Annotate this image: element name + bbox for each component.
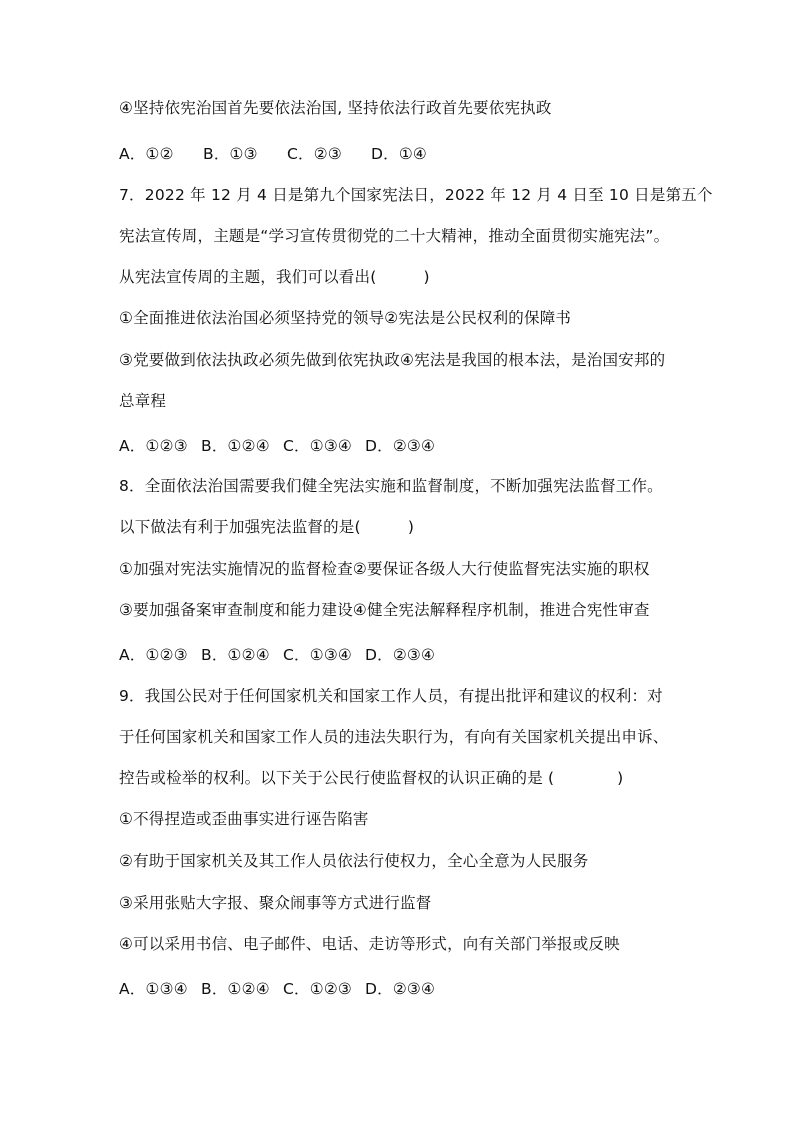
q9-statement-4: ④可以采用书信、电子邮件、电话、走访等形式，向有关部门举报或反映 <box>119 935 620 953</box>
q8-statements-3-4: ③要加强备案审查制度和能力建设④健全宪法解释程序机制，推进合宪性审查 <box>119 601 650 619</box>
q9-option-c: C．①②③ <box>283 980 353 998</box>
q6-statement-4: ④坚持依宪治国首先要依法治国, 坚持依法行政首先要依宪执政 <box>119 99 552 117</box>
q9-option-d: D．②③④ <box>365 980 436 998</box>
q6-option-c: C．②③ <box>287 145 342 163</box>
q7-statements-3-4: ③党要做到依法执政必须先做到依宪执政④宪法是我国的根本法，是治国安邦的 <box>119 351 666 369</box>
q7-option-d: D．②③④ <box>365 437 436 455</box>
q8-stem-line-2: 以下做法有利于加强宪法监督的是( ) <box>119 518 415 536</box>
q9-statement-1: ①不得捏造或歪曲事实进行诬告陷害 <box>119 810 369 828</box>
q6-options <box>119 144 427 164</box>
q6-option-b: B．①③ <box>203 145 258 163</box>
q7-options <box>119 436 435 456</box>
q7-statement-4-cont: 总章程 <box>119 392 167 410</box>
q9-stem-line-2: 于任何国家机关和国家工作人员的违法失职行为，有向有关国家机关提出申诉、 <box>119 728 669 746</box>
q9-options <box>119 979 435 999</box>
q9-stem-line-3: 控告或检举的权利。以下关于公民行使监督权的认识正确的是 ( ) <box>119 769 624 787</box>
q9-option-a: A．①③④ <box>119 980 188 998</box>
q8-option-a: A．①②③ <box>119 646 188 664</box>
q6-option-d: D．①④ <box>371 145 428 163</box>
q8-options <box>119 645 435 665</box>
q8-stem-line-1: 8．全面依法治国需要我们健全宪法实施和监督制度，不断加强宪法监督工作。 <box>119 477 663 495</box>
q8-option-c: C．①③④ <box>283 646 353 664</box>
q8-option-d: D．②③④ <box>365 646 436 664</box>
q9-statement-3: ③采用张贴大字报、聚众闹事等方式进行监督 <box>119 894 432 912</box>
q7-option-b: B．①②④ <box>201 437 270 455</box>
q9-statement-2: ②有助于国家机关及其工作人员依法行使权力，全心全意为人民服务 <box>119 852 589 870</box>
q7-option-a: A．①②③ <box>119 437 188 455</box>
q9-stem-line-1: 9．我国公民对于任何国家机关和国家工作人员，有提出批评和建议的权利：对 <box>119 687 663 705</box>
q7-stem-line-2: 宪法宣传周，主题是“学习宣传贯彻党的二十大精神，推动全面贯彻实施宪法”。 <box>119 227 670 245</box>
q7-statements-1-2: ①全面推进依法治国必须坚持党的领导②宪法是公民权利的保障书 <box>119 309 572 327</box>
q9-option-b: B．①②④ <box>201 980 270 998</box>
q6-option-a: A．①② <box>119 145 174 163</box>
q7-stem-line-3: 从宪法宣传周的主题，我们可以看出( ) <box>119 268 430 286</box>
q7-stem-line-1: 7．2022 年 12 月 4 日是第九个国家宪法日，2022 年 12 月 4 日至 10 日是第五个 <box>119 186 713 204</box>
q8-statements-1-2: ①加强对宪法实施情况的监督检查②要保证各级人大行使监督宪法实施的职权 <box>119 560 650 578</box>
q8-option-b: B．①②④ <box>201 646 270 664</box>
q7-option-c: C．①③④ <box>283 437 353 455</box>
